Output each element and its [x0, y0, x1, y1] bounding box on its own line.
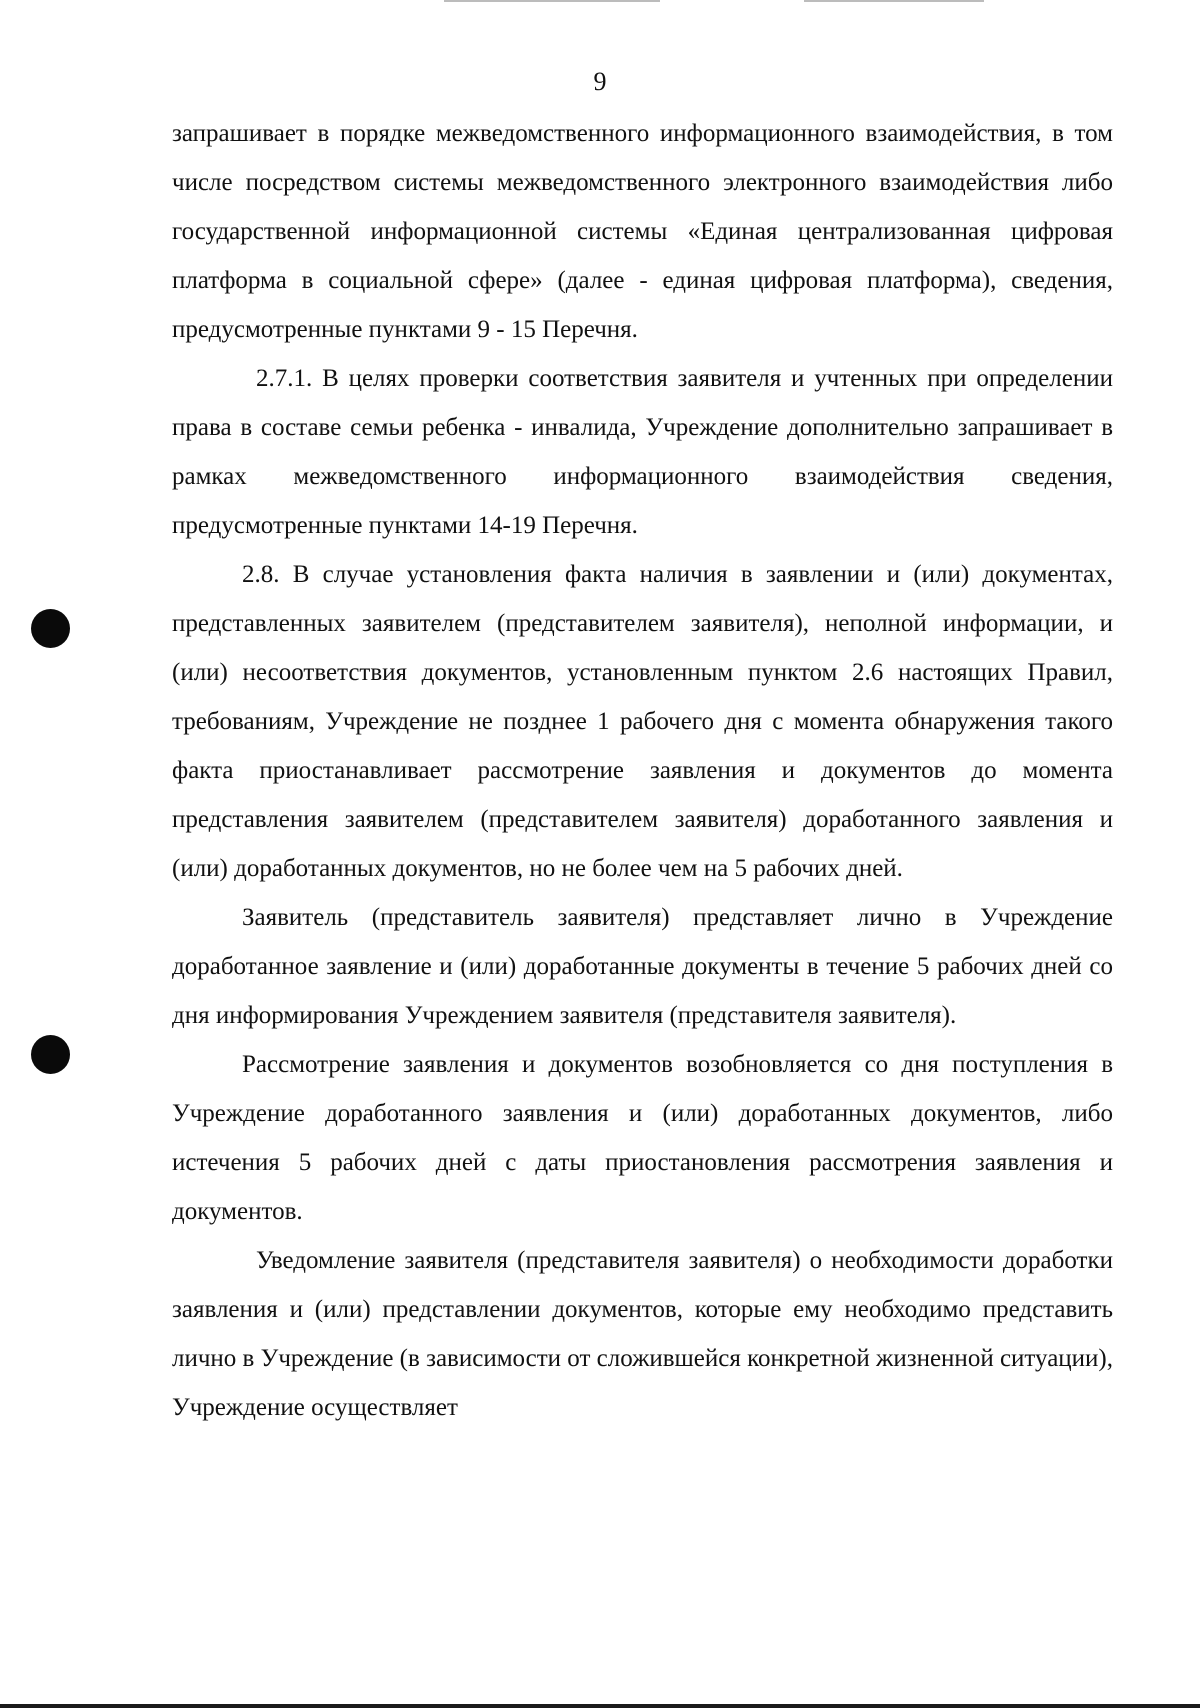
paragraph-2-7-1: 2.7.1. В целях проверки соответствия заявителя и учтенных при определении права в составе семьи ребенка - инвалида, Учреждение дополнительно запрашивает в рамках межведомственного информационного взаимодействия сведения, предусмотренные пунктами 14-19 Перечня. — [172, 365, 1113, 539]
scan-bottom-edge — [0, 1704, 1200, 1708]
paragraph-applicant-submission: Заявитель (представитель заявителя) представляет лично в Учреждение доработанное заявление и (или) доработанные документы в течение 5 рабочих дней со дня информирования Учреждением заявителя (представителя заявителя). — [172, 904, 1113, 1029]
binder-hole-mark — [31, 1035, 70, 1074]
page-number: 9 — [593, 67, 607, 96]
paragraph-review-resumption: Рассмотрение заявления и документов возобновляется со дня поступления в Учреждение доработанного заявления и (или) доработанных документов, либо истечения 5 рабочих дней с даты приостановления рассмотрения заявления и документов. — [172, 1051, 1113, 1225]
scan-top-edge — [0, 0, 1200, 2]
paragraph-notification: Уведомление заявителя (представителя заявителя) о необходимости доработки заявления и (или) представлении документов, которые ему необходимо представить лично в Учреждение (в зависимости от сложившейся конкретной жизненной ситуации), Учреждение осуществляет — [172, 1247, 1113, 1421]
document-body — [172, 109, 1113, 1432]
binder-hole-mark — [31, 609, 70, 648]
paragraph-2-8: 2.8. В случае установления факта наличия в заявлении и (или) документах, представленных заявителем (представителем заявителя), неполной информации, и (или) несоответствия документов, установленным пунктом 2.6 настоящих Правил, требованиям, Учреждение не позднее 1 рабочего дня с момента обнаружения такого факта приостанавливает рассмотрение заявления и документов до момента представления заявителем (представителем заявителя) доработанного заявления и (или) доработанных документов, но не более чем на 5 рабочих дней. — [172, 561, 1113, 882]
paragraph-continuation: запрашивает в порядке межведомственного информационного взаимодействия, в том числе посредством системы межведомственного электронного взаимодействия либо государственной информационной системы «Единая централизованная цифровая платформа в социальной сфере» (далее - единая цифровая платформа), сведения, предусмотренные пунктами 9 - 15 Перечня. — [172, 120, 1113, 343]
